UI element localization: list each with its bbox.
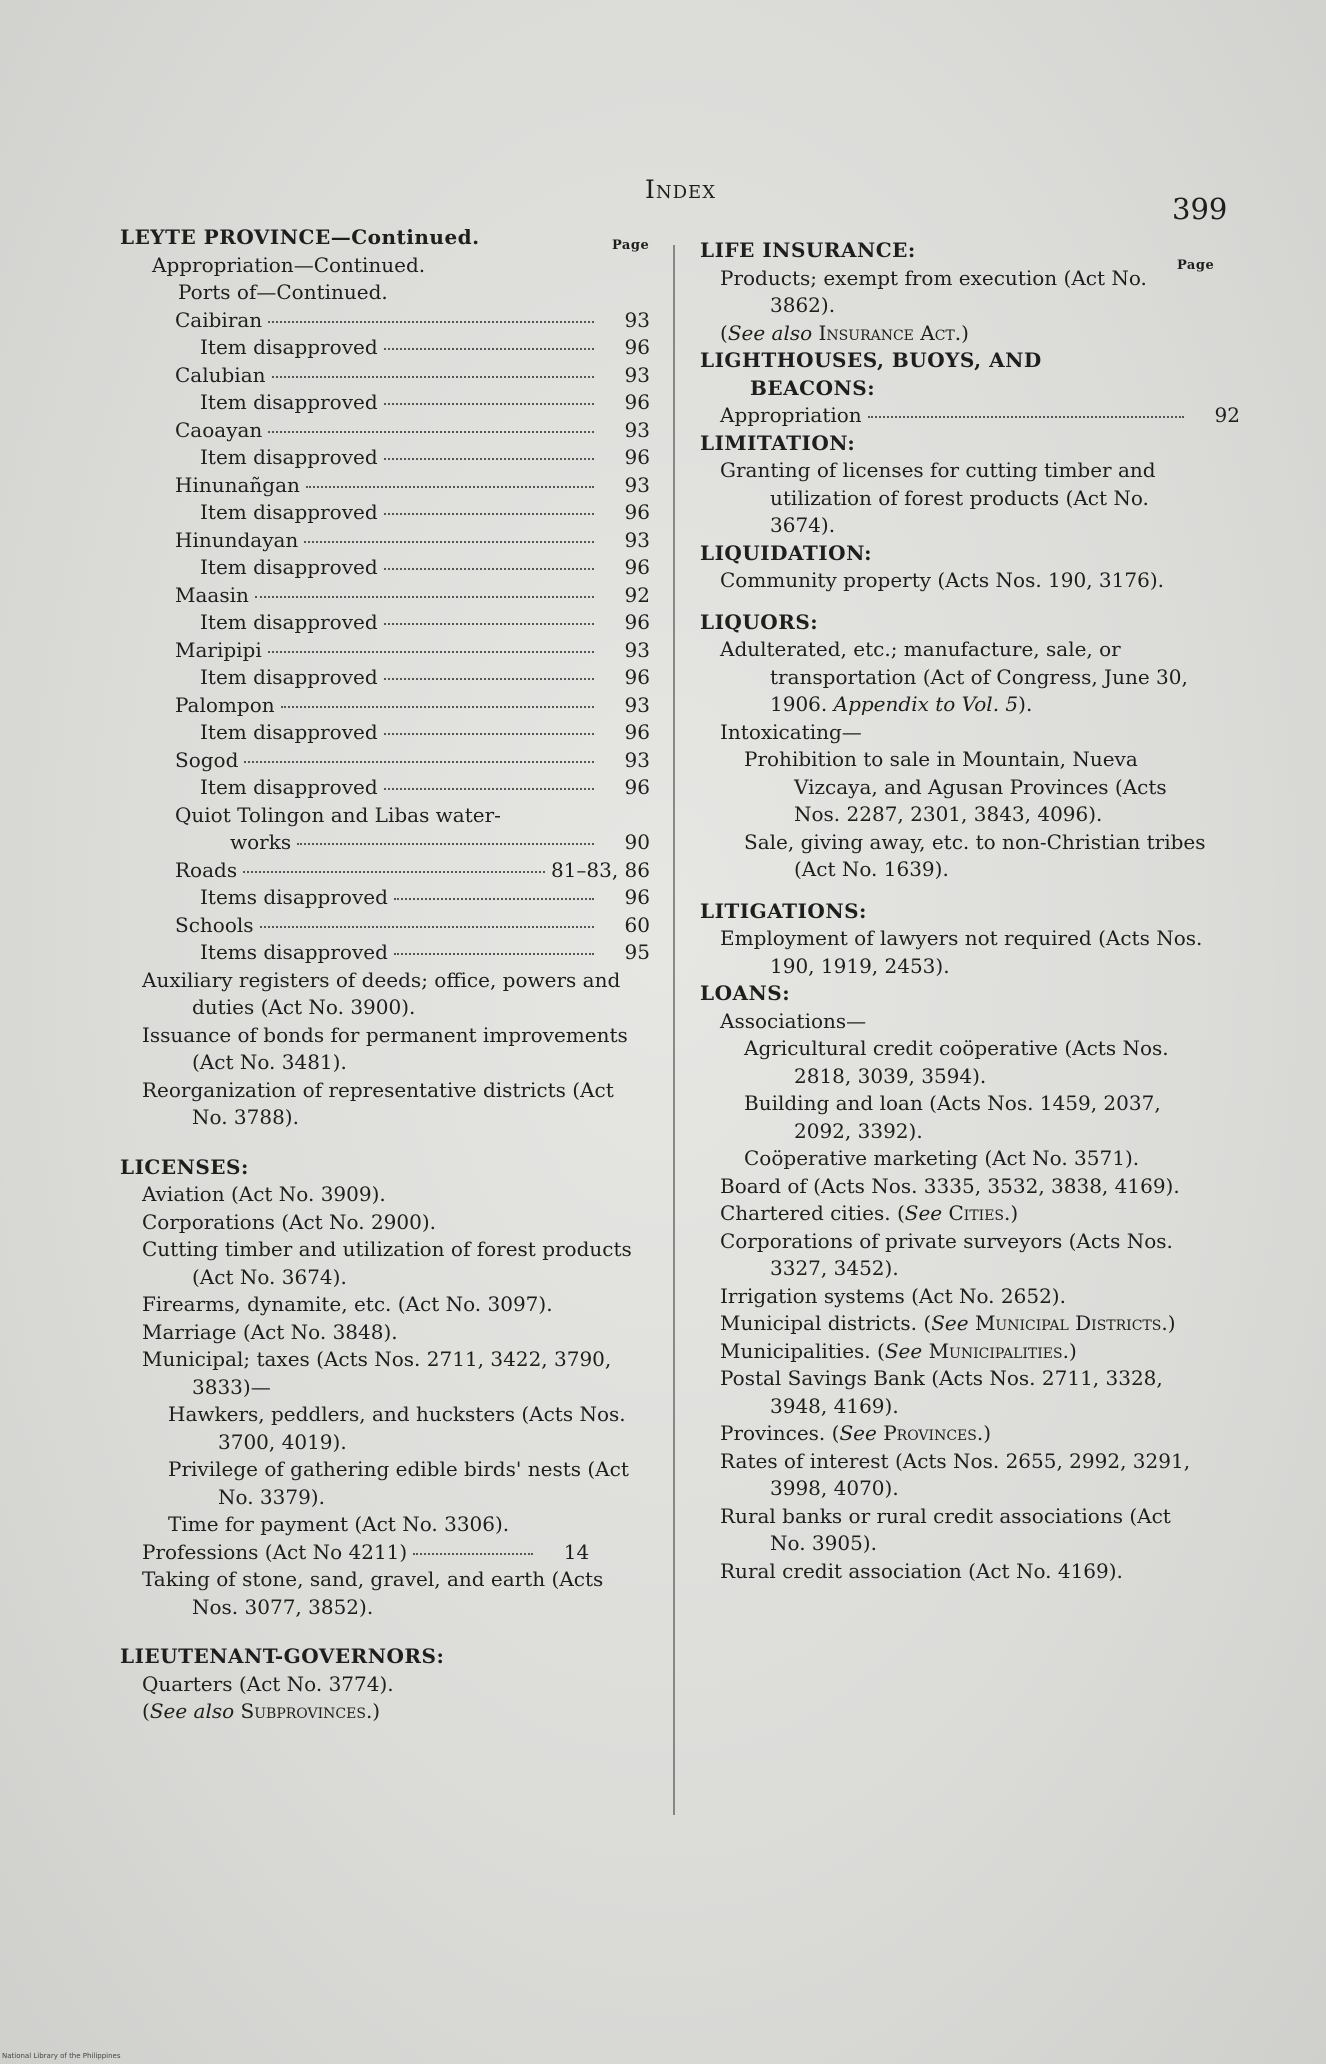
leader-dots — [306, 485, 594, 488]
roads-items-page: 96 — [624, 885, 650, 909]
leader-dots — [268, 650, 594, 653]
loans-rural-credit: Rural credit association (Act No. 4169). — [720, 1558, 1123, 1583]
port-entry-page: 93 — [624, 747, 650, 772]
reorganization-entry: Reorganization of representative districts (Act No. 3788). — [142, 1077, 614, 1129]
licenses-marriage: Marriage (Act No. 3848). — [142, 1319, 398, 1344]
leader-dots — [384, 457, 594, 460]
port-entry — [120, 527, 650, 555]
liquors-prohibition: Prohibition to sale in Mountain, Nueva Vizcaya, and Agusan Provinces (Acts Nos. 2287, 2301, 3843, 4096). — [744, 747, 1167, 826]
leader-dots — [384, 512, 594, 515]
leyte-appropriation: Appropriation—Continued. — [152, 252, 426, 277]
leader-dots — [384, 787, 594, 790]
port-entry — [120, 692, 650, 720]
port-entry-text: Item disapproved — [200, 390, 378, 414]
port-entry — [120, 362, 650, 390]
port-entry-page: 93 — [624, 692, 650, 717]
lighthouses-appropriation — [700, 402, 1240, 430]
loans-cooperative: Coöperative marketing (Act No. 3571). — [744, 1146, 1140, 1170]
lieutenant-see-also: (See also Subprovinces.) — [142, 1699, 381, 1723]
port-entry-text: Item disapproved — [200, 775, 378, 799]
port-entry-page: 93 — [624, 527, 650, 552]
leader-dots — [384, 677, 594, 680]
port-entry — [120, 637, 650, 665]
port-entry-page: 93 — [624, 637, 650, 662]
leader-dots — [394, 952, 594, 955]
port-entry-page: 93 — [624, 362, 650, 387]
port-entry-page: 96 — [624, 335, 650, 359]
schools-items-text: Items disapproved — [200, 940, 388, 964]
loans-municipalities: Municipalities. (See Municipalities.) — [720, 1338, 1077, 1363]
loans-agricultural: Agricultural credit coöperative (Acts Nos. 2818, 3039, 3594). — [744, 1036, 1169, 1088]
port-entry-page: 92 — [624, 582, 650, 607]
port-entry-page: 96 — [624, 610, 650, 634]
leader-dots — [413, 1552, 533, 1555]
footer-credit: National Library of the Philippines — [2, 2052, 121, 2060]
port-entry-text: Item disapproved — [200, 610, 378, 634]
roads-page: 81–83, 86 — [550, 857, 650, 882]
right-column — [700, 237, 1240, 1585]
loans-postal: Postal Savings Bank (Acts Nos. 2711, 3328, 3948, 4169). — [720, 1366, 1163, 1418]
leader-dots — [268, 320, 594, 323]
leader-dots — [304, 540, 594, 543]
leader-dots — [384, 402, 594, 405]
heading-lighthouses: LIGHTHOUSES, BUOYS, AND BEACONS: — [700, 348, 1042, 400]
quiot-line1: Quiot Tolingon and Libas water- — [175, 802, 501, 827]
liquors-intoxicating: Intoxicating— — [720, 719, 862, 744]
limitation-granting: Granting of licenses for cutting timber and utilization of forest products (Act No. 3674). — [720, 458, 1156, 537]
port-entry — [120, 582, 650, 610]
port-entry-text: Item disapproved — [200, 445, 378, 469]
port-entry-text: Sogod — [175, 747, 239, 772]
liquors-sale: Sale, giving away, etc. to non-Christian tribes (Act No. 1639). — [744, 829, 1206, 881]
loans-municipal-districts: Municipal districts. (See Municipal Districts.) — [720, 1311, 1176, 1335]
loans-building: Building and loan (Acts Nos. 1459, 2037, 2092, 3392). — [744, 1091, 1161, 1143]
heading-liquors: LIQUORS: — [700, 609, 819, 634]
port-entry — [120, 774, 650, 802]
port-entry-page: 96 — [624, 720, 650, 744]
left-column-page-label: Page — [612, 238, 650, 253]
loans-rates: Rates of interest (Acts Nos. 2655, 2992, 3291, 3998, 4070). — [720, 1448, 1191, 1500]
litigations-employment: Employment of lawyers not required (Acts Nos. 190, 1919, 2453). — [720, 926, 1203, 978]
loans-rural-banks: Rural banks or rural credit associations (Act No. 3905). — [720, 1503, 1171, 1555]
port-entry-page: 93 — [624, 417, 650, 442]
port-entry-page: 93 — [624, 472, 650, 497]
port-entry — [120, 444, 650, 472]
professions-text: Professions (Act No 4211) — [142, 1539, 408, 1564]
lieutenant-quarters: Quarters (Act No. 3774). — [142, 1671, 394, 1696]
leader-dots — [268, 430, 594, 433]
port-entry-page: 96 — [624, 500, 650, 524]
heading-liquidation: LIQUIDATION: — [700, 540, 873, 565]
licenses-professions — [120, 1539, 650, 1567]
leader-dots — [384, 732, 594, 735]
roads-text: Roads — [175, 857, 238, 882]
port-entry-page: 96 — [624, 390, 650, 414]
port-entry — [120, 609, 650, 637]
leader-dots — [384, 347, 594, 350]
port-entry — [120, 499, 650, 527]
roads-items-entry — [120, 884, 650, 912]
loans-associations: Associations— — [720, 1008, 867, 1033]
professions-page: 14 — [563, 1539, 590, 1564]
leader-dots — [384, 622, 594, 625]
schools-items-entry — [120, 939, 650, 967]
licenses-firearms: Firearms, dynamite, etc. (Act No. 3097). — [142, 1292, 553, 1316]
port-entry — [120, 472, 650, 500]
loans-irrigation: Irrigation systems (Act No. 2652). — [720, 1283, 1066, 1308]
leader-dots — [297, 842, 594, 845]
port-entry-page: 96 — [624, 775, 650, 799]
leader-dots — [255, 595, 594, 598]
port-entry-text: Hinundayan — [175, 527, 299, 552]
port-entries-list — [120, 307, 650, 802]
port-entry-text: Item disapproved — [200, 335, 378, 359]
port-entry-text: Item disapproved — [200, 500, 378, 524]
licenses-cutting: Cutting timber and utilization of forest products (Act No. 3674). — [142, 1237, 632, 1289]
leader-dots — [243, 870, 545, 873]
port-entry-text: Item disapproved — [200, 720, 378, 744]
column-divider — [673, 245, 675, 1815]
heading-limitation: LIMITATION: — [700, 430, 856, 455]
schools-entry — [120, 912, 650, 940]
leader-dots — [260, 925, 594, 928]
quiot-line2: works — [230, 830, 292, 854]
loans-chartered: Chartered cities. (See Cities.) — [720, 1201, 1019, 1225]
roads-entry — [120, 857, 650, 885]
lighthouses-appropriation-text: Appropriation — [720, 403, 862, 427]
page-number: 399 — [1172, 192, 1228, 226]
licenses-privilege: Privilege of gathering edible birds' nests (Act No. 3379). — [168, 1457, 629, 1509]
auxiliary-entry: Auxiliary registers of deeds; office, powers and duties (Act No. 3900). — [142, 967, 621, 1019]
port-entry — [120, 307, 650, 335]
licenses-corporations: Corporations (Act No. 2900). — [142, 1209, 437, 1234]
loans-provinces: Provinces. (See Provinces.) — [720, 1421, 992, 1445]
life-see-also: (See also Insurance Act.) — [720, 320, 969, 345]
liquidation-community: Community property (Acts Nos. 190, 3176). — [720, 568, 1164, 592]
heading-loans: LOANS: — [700, 981, 791, 1005]
page-header-title: Index — [645, 175, 717, 204]
life-products: Products; exempt from execution (Act No. 3862). — [720, 265, 1147, 317]
port-entry-page: 96 — [624, 665, 650, 689]
port-entry-text: Hinunañgan — [175, 472, 300, 497]
schools-text: Schools — [175, 912, 254, 937]
leader-dots — [281, 705, 594, 708]
port-entry-text: Calubian — [175, 362, 266, 387]
leyte-ports: Ports of—Continued. — [178, 280, 388, 304]
port-entry — [120, 664, 650, 692]
port-entry-text: Maripipi — [175, 637, 262, 662]
lighthouses-appropriation-page: 92 — [1214, 403, 1240, 427]
port-entry-text: Item disapproved — [200, 665, 378, 689]
licenses-time: Time for payment (Act No. 3306). — [168, 1512, 510, 1536]
port-entry-text: Caoayan — [175, 417, 263, 442]
port-entry-page: 96 — [624, 555, 650, 579]
port-entry — [120, 719, 650, 747]
licenses-aviation: Aviation (Act No. 3909). — [142, 1182, 386, 1206]
loans-corporations: Corporations of private surveyors (Acts Nos. 3327, 3452). — [720, 1228, 1173, 1280]
port-entry — [120, 747, 650, 775]
port-entry — [120, 417, 650, 445]
port-entry-text: Palompon — [175, 692, 275, 717]
left-column — [120, 224, 650, 1726]
leader-dots — [868, 415, 1184, 418]
quiot-entry — [120, 802, 650, 857]
right-column-page-label: Page — [1177, 258, 1215, 273]
heading-lieutenant-governors: LIEUTENANT-GOVERNORS: — [120, 1644, 445, 1668]
issuance-entry: Issuance of bonds for permanent improvements (Act No. 3481). — [142, 1022, 628, 1074]
port-entry-text: Caibiran — [175, 307, 263, 332]
schools-items-page: 95 — [624, 940, 650, 964]
heading-life-insurance: LIFE INSURANCE: — [700, 238, 916, 262]
heading-licenses: LICENSES: — [120, 1154, 249, 1179]
heading-litigations: LITIGATIONS: — [700, 898, 867, 923]
quiot-page: 90 — [624, 830, 650, 854]
port-entry-page: 96 — [624, 445, 650, 469]
port-entry — [120, 334, 650, 362]
port-entry — [120, 389, 650, 417]
leader-dots — [272, 375, 594, 378]
licenses-hawkers: Hawkers, peddlers, and hucksters (Acts Nos. 3700, 4019). — [168, 1402, 626, 1454]
leader-dots — [244, 760, 594, 763]
schools-page: 60 — [624, 912, 650, 937]
liquors-adulterated: Adulterated, etc.; manufacture, sale, or transportation (Act of Congress, June 30, 1906. Appendix to Vol. 5). — [720, 637, 1188, 716]
licenses-municipal: Municipal; taxes (Acts Nos. 2711, 3422, 3790, 3833)— — [142, 1347, 612, 1399]
roads-items-text: Items disapproved — [200, 885, 388, 909]
port-entry-text: Maasin — [175, 582, 249, 607]
licenses-taking: Taking of stone, sand, gravel, and earth (Acts Nos. 3077, 3852). — [142, 1567, 604, 1619]
leader-dots — [394, 897, 594, 900]
leader-dots — [384, 567, 594, 570]
loans-board: Board of (Acts Nos. 3335, 3532, 3838, 4169). — [720, 1173, 1180, 1198]
heading-leyte: LEYTE PROVINCE—Continued. — [120, 225, 480, 249]
port-entry-text: Item disapproved — [200, 555, 378, 579]
port-entry — [120, 554, 650, 582]
port-entry-page: 93 — [624, 307, 650, 332]
